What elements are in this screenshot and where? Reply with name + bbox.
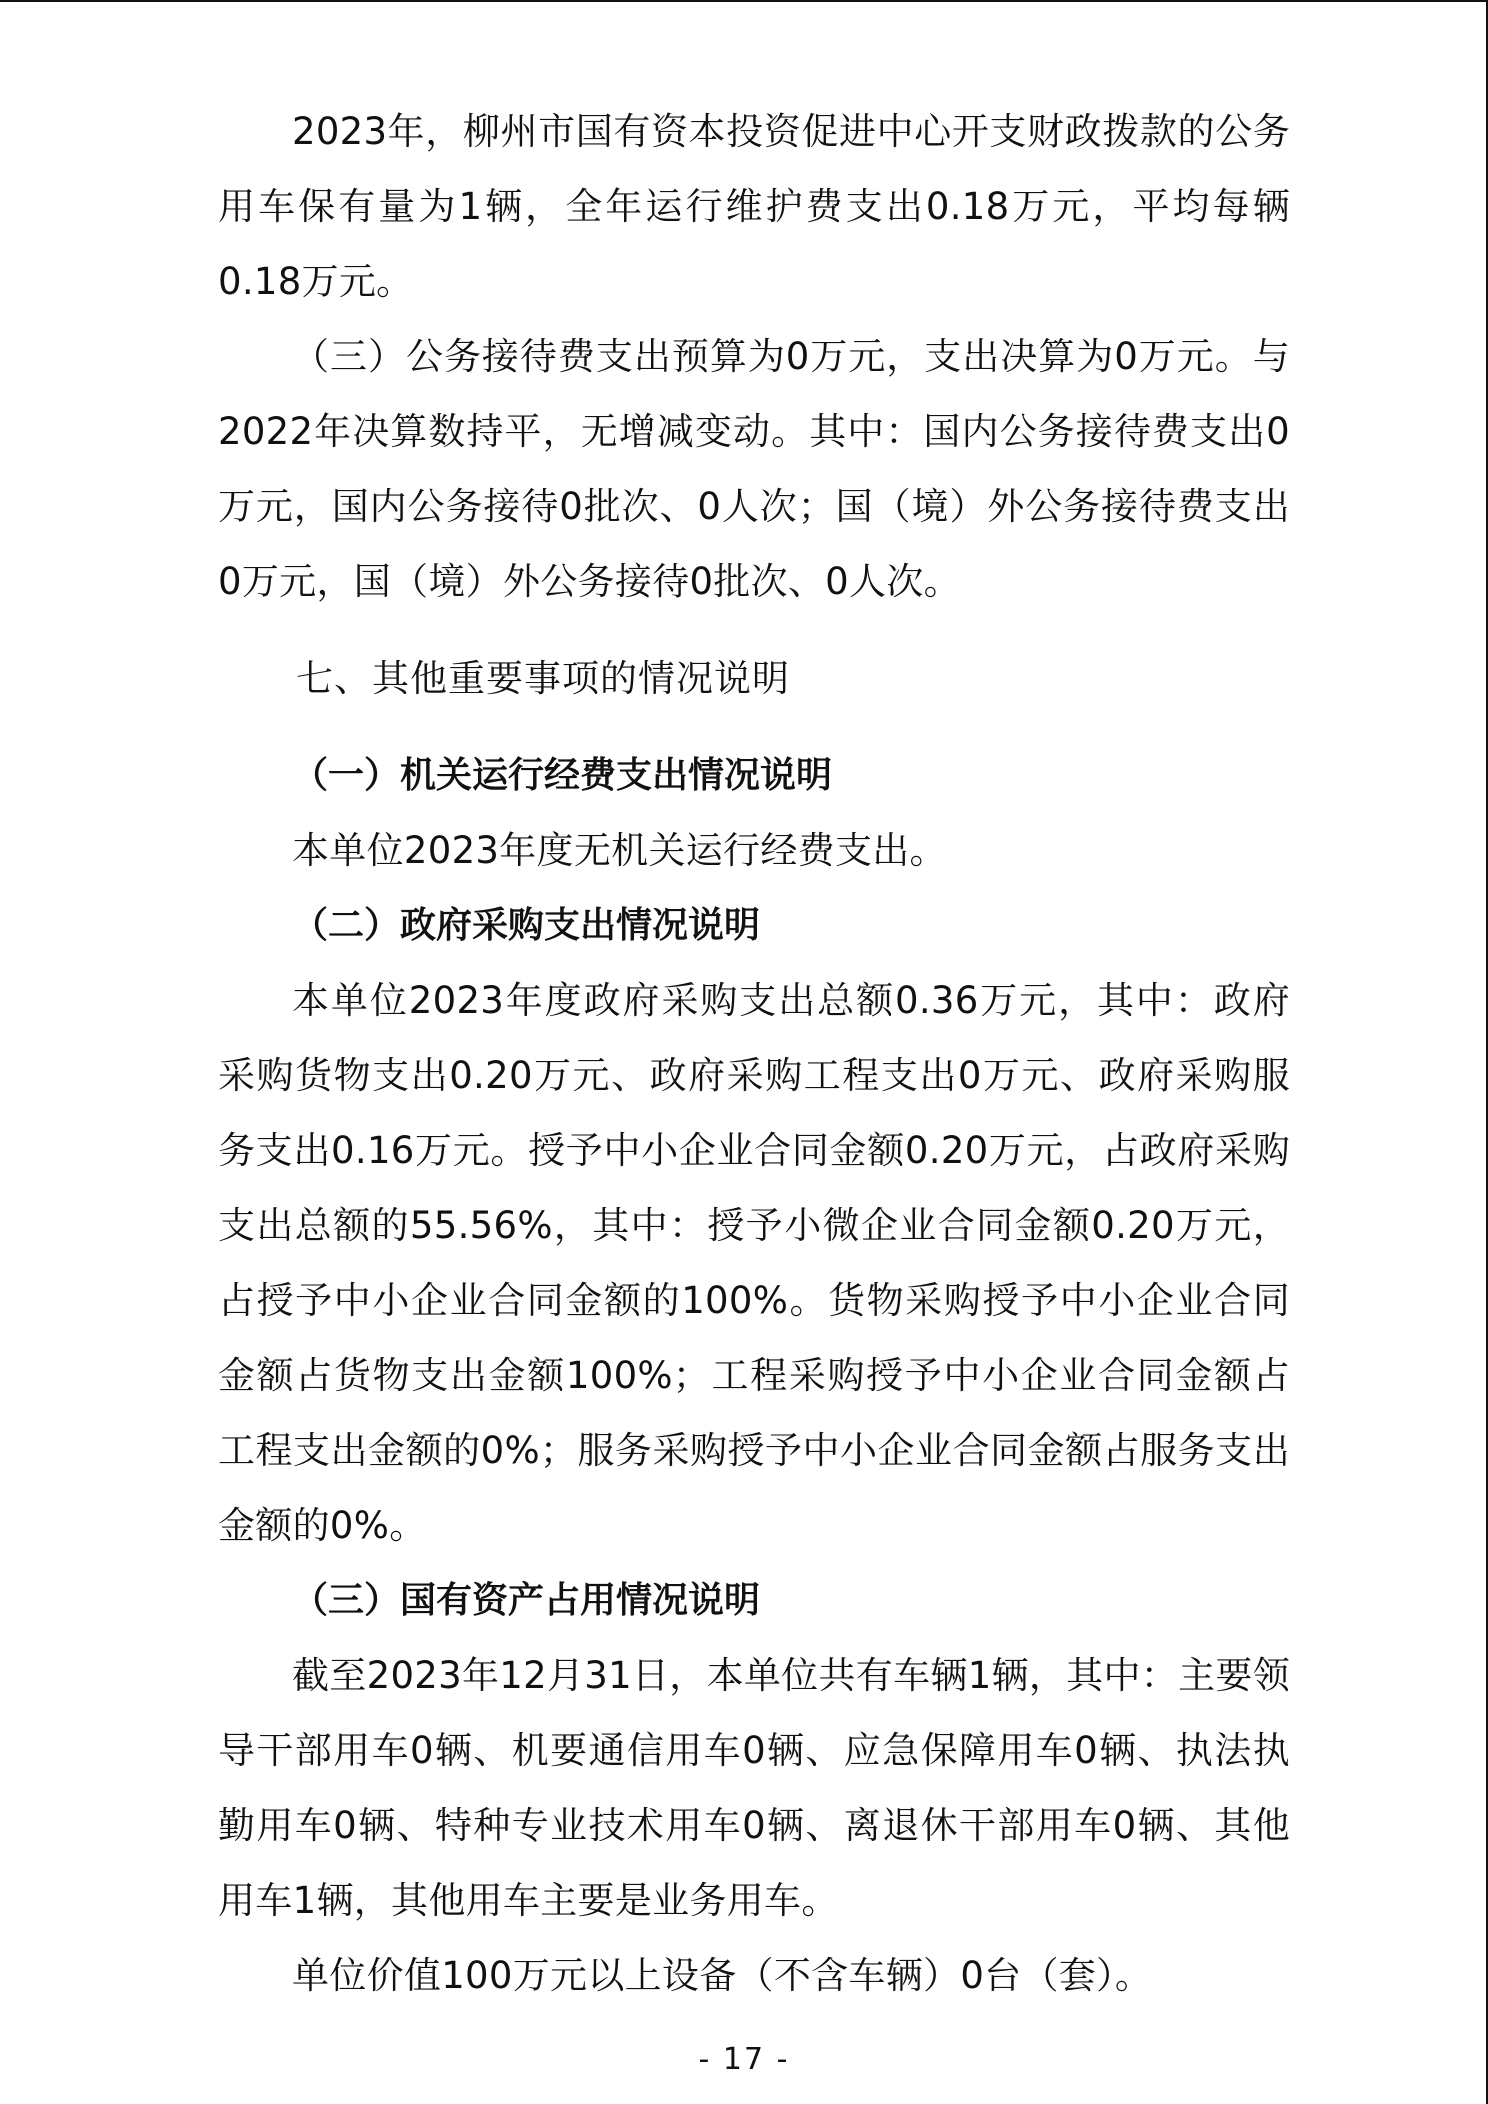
paragraph-operating-expenses: 本单位2023年度无机关运行经费支出。 (292, 829, 947, 872)
page-content (218, 94, 1290, 2013)
paragraph-government-procurement: 本单位2023年度政府采购支出总额0.36万元，其中：政府采购货物支出0.20万元、政府采购工程支出0万元、政府采购服务支出0.16万元。授予中小企业合同金额0.20万元，占政府采购支出总额的55.56%，其中：授予小微企业合同金额0.20万元，占授予中小企业合同金额的100%。货物采购授予中小企业合同金额占货物支出金额100%；工程采购授予中小企业合同金额占工程支出金额的0%；服务采购授予中小企业合同金额占服务支出金额的0%。 (218, 979, 1290, 1547)
paragraph-vehicles-owned: 截至2023年12月31日，本单位共有车辆1辆，其中：主要领导干部用车0辆、机要通信用车0辆、应急保障用车0辆、执法执勤用车0辆、特种专业技术用车0辆、离退休干部用车0辆、其他用车1辆，其他用车主要是业务用车。 (218, 1654, 1290, 1922)
spacer (218, 716, 1290, 738)
page-number: - 17 - (698, 2042, 790, 2077)
paragraph-vehicle-maintenance: 2023年，柳州市国有资本投资促进中心开支财政拨款的公务用车保有量为1辆，全年运行维护费支出0.18万元，平均每辆0.18万元。 (218, 110, 1290, 303)
section-heading-other-matters: 七、其他重要事项的情况说明 (296, 657, 790, 700)
subheading-operating-expenses: （一）机关运行经费支出情况说明 (292, 755, 833, 796)
paragraph-reception-expenses: （三）公务接待费支出预算为0万元，支出决算为0万元。与2022年决算数持平，无增减变动。其中：国内公务接待费支出0万元，国内公务接待0批次、0人次；国（境）外公务接待费支出0万元，国（境）外公务接待0批次、0人次。 (218, 335, 1290, 603)
subheading-government-procurement: （二）政府采购支出情况说明 (292, 905, 761, 946)
paragraph-equipment: 单位价值100万元以上设备（不含车辆）0台（套）。 (292, 1954, 1153, 1997)
subheading-state-assets: （三）国有资产占用情况说明 (292, 1580, 761, 1621)
